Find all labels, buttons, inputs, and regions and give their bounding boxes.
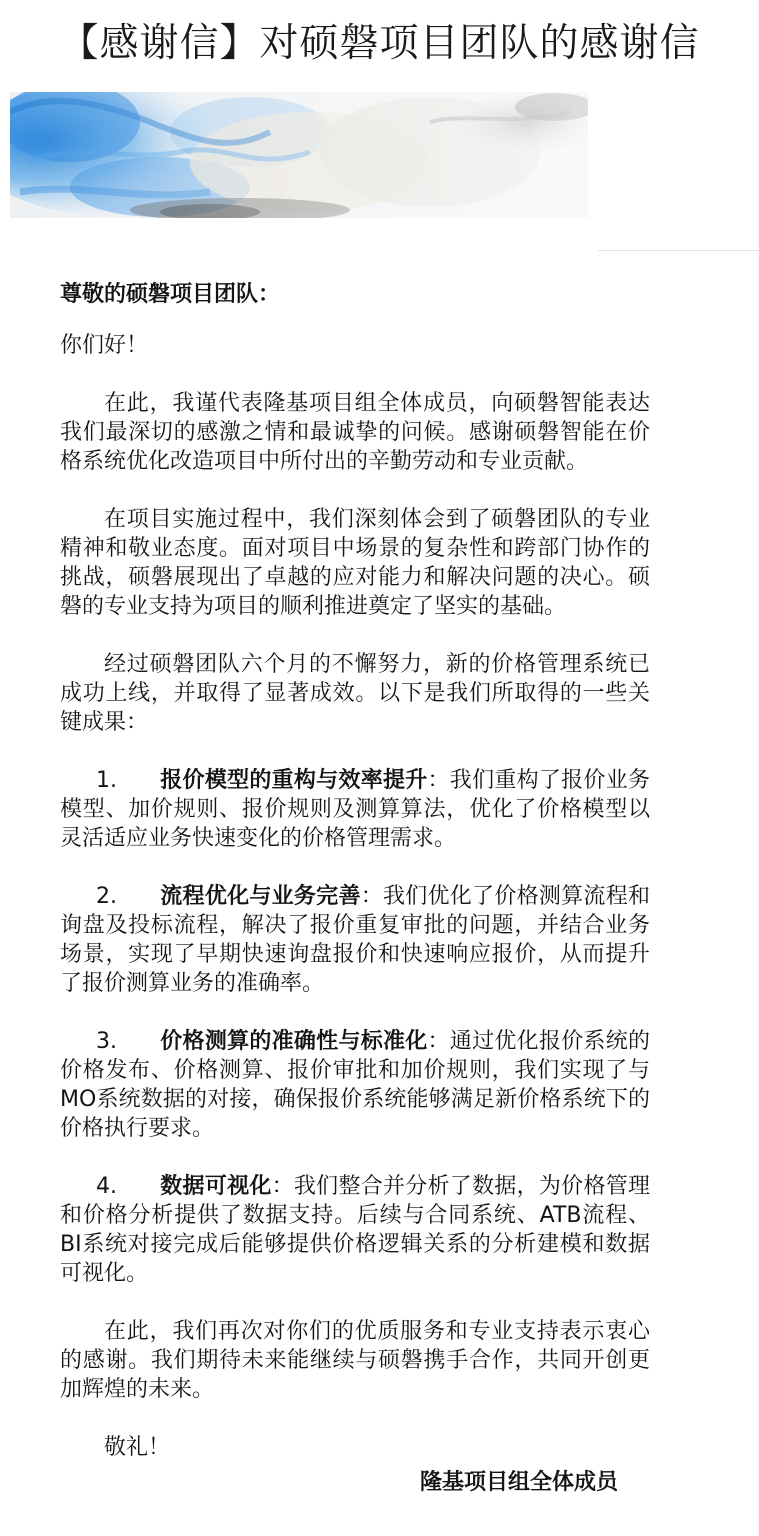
page-title: 【感谢信】对硕磐项目团队的感谢信 <box>59 21 700 66</box>
paragraph-process: 在项目实施过程中，我们深刻体会到了硕磐团队的专业精神和敬业态度。面对项目中场景的复杂性和跨部门协作的挑战，硕磐展现出了卓越的应对能力和解决问题的决心。硕磐的专业支持为项目的顺利推进奠定了坚实的基础。 <box>60 507 650 619</box>
list-item <box>60 766 650 853</box>
list-item-heading: 数据可视化 <box>160 1174 272 1199</box>
list-item-text: ：我们整合并分析了数据，为价格管理和价格分析提供了数据支持。后续与合同系统、ATB流程、BI系统对接完成后能够提供价格逻辑关系的分析建模和数据可视化。 <box>60 1174 650 1286</box>
paragraph-results: 经过硕磐团队六个月的不懈努力，新的价格管理系统已成功上线，并取得了显著成效。以下是我们所取得的一些关键成果： <box>60 652 650 735</box>
list-item-number: 3. <box>96 1029 117 1054</box>
list-item-number: 4. <box>96 1174 117 1199</box>
list-item-number: 1. <box>96 768 117 793</box>
watercolor-banner-image <box>10 92 588 218</box>
list-item <box>60 1027 650 1143</box>
watercolor-banner <box>10 92 588 218</box>
letter-body <box>60 280 650 1462</box>
signature: 隆基项目组全体成员 <box>420 1470 619 1495</box>
list-item-text: ：通过优化报价系统的价格发布、价格测算、报价审批和加价规则，我们实现了与MO系统数据的对接，确保报价系统能够满足新价格系统下的价格执行要求。 <box>60 1029 650 1141</box>
greeting: 你们好！ <box>60 333 149 358</box>
list-item <box>60 1172 650 1288</box>
list-item-heading: 价格测算的准确性与标准化 <box>160 1029 428 1054</box>
regards: 敬礼！ <box>104 1435 171 1460</box>
list-item-heading: 报价模型的重构与效率提升 <box>160 768 428 793</box>
paragraph-intro: 在此，我谨代表隆基项目组全体成员，向硕磐智能表达我们最深切的感激之情和最诚挚的问候。感谢硕磐智能在价格系统优化改造项目中所付出的辛勤劳动和专业贡献。 <box>60 391 650 474</box>
list-item-heading: 流程优化与业务完善 <box>160 884 361 909</box>
list-item-text: ：我们优化了价格测算流程和询盘及投标流程，解决了报价重复审批的问题，并结合业务场景，实现了早期快速询盘报价和快速响应报价，从而提升了报价测算业务的准确率。 <box>60 884 650 996</box>
list-item-text: ：我们重构了报价业务模型、加价规则、报价规则及测算算法，优化了价格模型以灵活适应业务快速变化的价格管理需求。 <box>60 768 650 851</box>
paragraph-closing: 在此，我们再次对你们的优质服务和专业支持表示衷心的感谢。我们期待未来能继续与硕磐携手合作，共同开创更加辉煌的未来。 <box>60 1319 650 1402</box>
list-item-number: 2. <box>96 884 117 909</box>
divider-line <box>598 250 759 251</box>
list-item <box>60 882 650 998</box>
salutation: 尊敬的硕磐项目团队： <box>60 282 281 307</box>
